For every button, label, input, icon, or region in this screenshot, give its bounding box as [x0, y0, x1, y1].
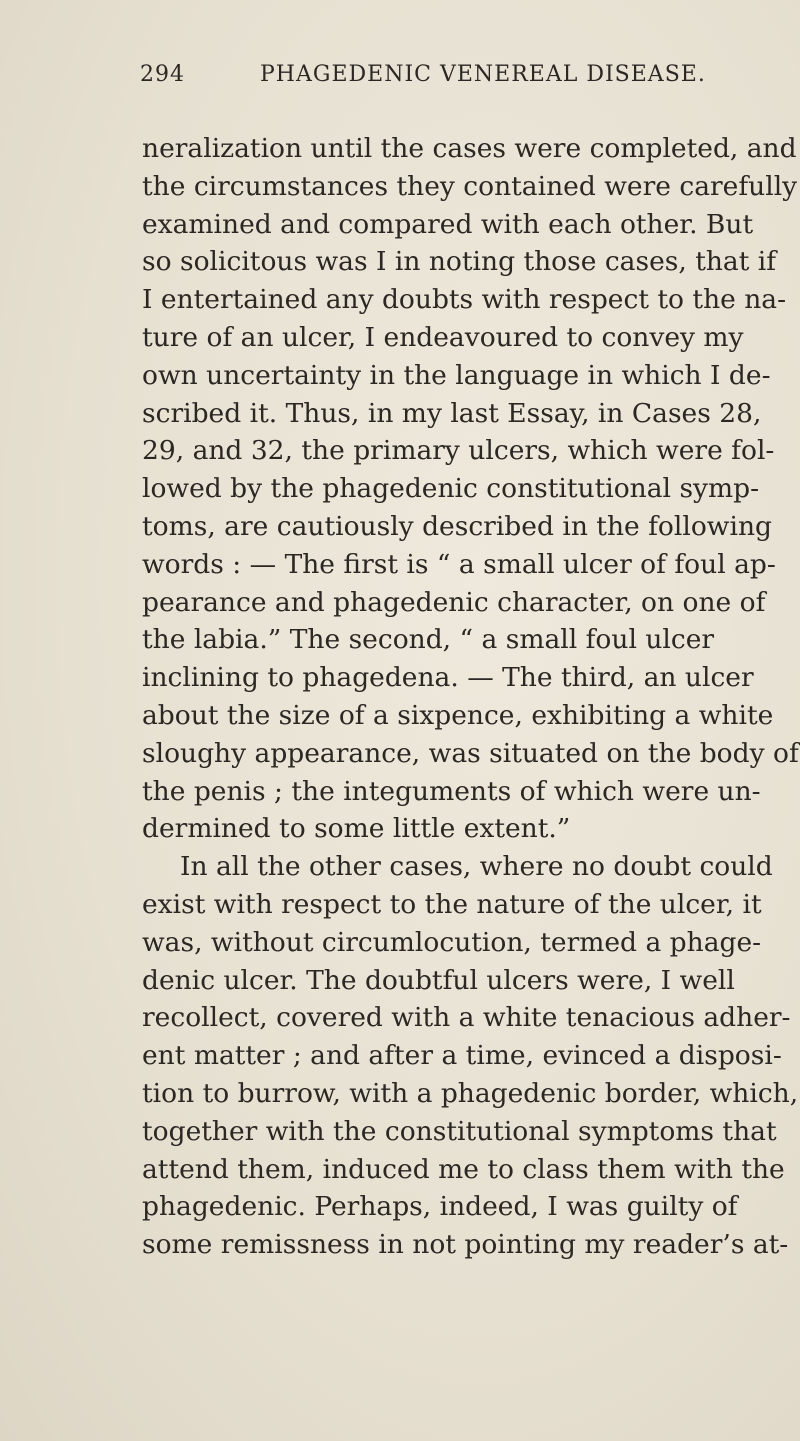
text-line: sloughy appearance, was situated on the body of: [142, 737, 799, 769]
text-line: lowed by the phagedenic constitutional symp-: [142, 473, 760, 505]
text-line: was, without circumlocution, termed a phage-: [142, 926, 762, 958]
text-line: examined and compared with each other. But: [142, 208, 754, 240]
text-line: attend them, induced me to class them with the: [142, 1153, 785, 1185]
body-text: [142, 130, 799, 1264]
text-line: together with the constitutional symptoms that: [142, 1115, 777, 1147]
text-line: toms, are cautiously described in the following: [142, 510, 772, 542]
text-line: scribed it. Thus, in my last Essay, in Cases 28,: [142, 397, 762, 429]
text-line: the labia.” The second, “ a small foul ulcer: [142, 624, 715, 656]
text-line: pearance and phagedenic character, on one of: [142, 586, 766, 618]
text-line: recollect, covered with a white tenacious adher-: [142, 1002, 791, 1034]
text-line: neralization until the cases were completed, and: [142, 133, 797, 164]
text-line: ture of an ulcer, I endeavoured to convey my: [142, 321, 744, 353]
text-line: inclining to phagedena. — The third, an ulcer: [142, 662, 754, 694]
running-head: [140, 62, 760, 102]
text-line: I entertained any doubts with respect to the na-: [142, 284, 787, 316]
page-number: 294: [140, 62, 185, 87]
text-line: tion to burrow, with a phagedenic border, which,: [142, 1077, 799, 1109]
text-line: In all the other cases, where no doubt could: [180, 851, 773, 883]
text-line: the circumstances they contained were carefully: [142, 170, 798, 202]
text-line: 29, and 32, the primary ulcers, which were fol-: [142, 435, 775, 467]
text-line: phagedenic. Perhaps, indeed, I was guilty of: [142, 1191, 738, 1223]
text-line: the penis ; the integuments of which were un-: [142, 775, 761, 807]
text-line: ent matter ; and after a time, evinced a disposi-: [142, 1040, 782, 1072]
text-line: about the size of a sixpence, exhibiting a white: [142, 699, 774, 731]
text-line: words : — The first is “ a small ulcer of foul ap-: [142, 548, 776, 580]
text-line: dermined to some little extent.”: [142, 813, 571, 845]
text-line: so solicitous was I in noting those cases, that if: [142, 246, 777, 278]
text-line: own uncertainty in the language in which I de-: [142, 359, 771, 391]
text-line: some remissness in not pointing my reader’s at-: [142, 1229, 789, 1261]
text-line: denic ulcer. The doubtful ulcers were, I well: [142, 964, 735, 996]
text-line: exist with respect to the nature of the ulcer, it: [142, 888, 762, 920]
running-title: PHAGEDENIC VENEREAL DISEASE.: [260, 62, 706, 87]
